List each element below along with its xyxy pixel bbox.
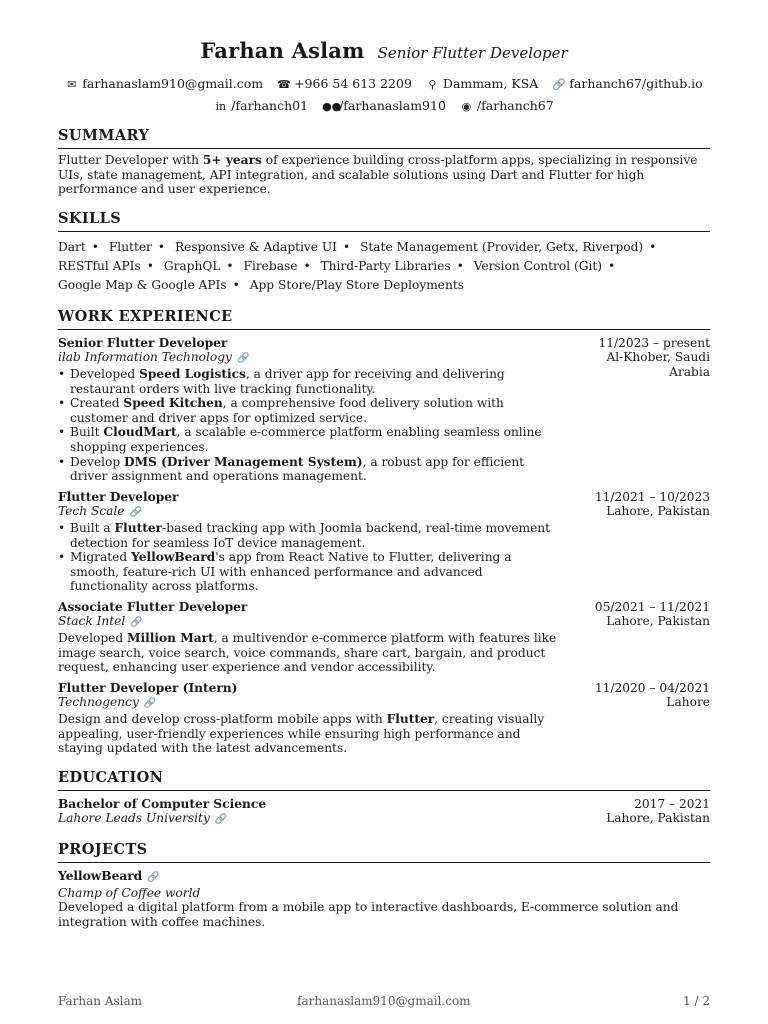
- education-entry: [58, 797, 710, 828]
- phone-icon: ☎: [277, 78, 291, 91]
- school: Lahore Leads University 🔗: [58, 811, 228, 826]
- bullet-separator: •: [157, 239, 166, 254]
- contact-text: farhanaslam910@gmail.com: [82, 76, 264, 91]
- contact-item[interactable]: [214, 97, 308, 116]
- footer-email: farhanaslam910@gmail.com: [297, 994, 471, 1008]
- project-description: Developed a digital platform from a mobile app to interactive dashboards, E-commerce solution and integration with coffee machines.: [58, 900, 679, 929]
- link-icon[interactable]: 🔗: [214, 814, 228, 826]
- company-name: ilab Information Technology 🔗: [58, 350, 250, 365]
- skill-item: Firebase: [243, 258, 298, 273]
- contact-item[interactable]: [322, 97, 446, 116]
- contact-text: Dammam, KSA: [442, 76, 539, 91]
- summary-section: [58, 126, 710, 197]
- job-bullet: • Migrated YellowBeard's app from React Native to Flutter, delivering a smooth, feature-rich UI with enhanced performance and advanced functionality across platforms.: [70, 550, 563, 594]
- skill-item: State Management (Provider, Getx, Riverpod): [360, 239, 644, 254]
- skill-item: Google Map & Google APIs: [58, 277, 227, 292]
- project-name: YellowBeard 🔗: [58, 869, 160, 883]
- job-bullet: • Built CloudMart, a scalable e-commerce platform enabling seamless online shopping experiences.: [70, 425, 563, 454]
- contact-text: +966 54 613 2209: [294, 76, 412, 91]
- job-title: Senior Flutter Developer: [58, 335, 228, 350]
- bullet-separator: •: [91, 239, 99, 254]
- job-entry: [58, 600, 710, 675]
- contact-item[interactable]: [277, 75, 412, 94]
- link-icon: 🔗: [552, 78, 566, 91]
- education-section: [58, 768, 710, 828]
- contact-text: /farhanaslam910: [339, 98, 446, 113]
- summary-heading: SUMMARY: [58, 126, 710, 149]
- name-line: [58, 34, 710, 70]
- degree: Bachelor of Computer Science: [58, 796, 267, 811]
- job-entry: [58, 681, 710, 756]
- skill-item: Responsive & Adaptive UI: [174, 239, 337, 254]
- job-bullet: • Built a Flutter-based tracking app with Joomla backend, real-time movement detection for seamless IoT device management.: [70, 521, 563, 550]
- company-name: Tech Scale 🔗: [58, 504, 142, 519]
- education-date: 2017 – 2021: [634, 796, 710, 811]
- job-entry: [58, 490, 710, 594]
- contact-text: /farhanch67: [476, 98, 554, 113]
- github-icon: ◉: [461, 100, 472, 113]
- experience-heading: WORK EXPERIENCE: [58, 307, 710, 330]
- company-name: Technogency 🔗: [58, 695, 157, 710]
- job-location: Lahore, Pakistan: [606, 614, 710, 629]
- job-location: Al-Khober, Saudi Arabia: [606, 350, 710, 379]
- footer-page-number: 1 / 2: [683, 994, 710, 1008]
- job-entry: [58, 336, 710, 484]
- bullet-separator: •: [226, 258, 234, 273]
- job-dates: 11/2020 – 04/2021: [594, 680, 710, 695]
- job-title: Associate Flutter Developer: [58, 599, 248, 614]
- link-icon[interactable]: 🔗: [129, 507, 142, 519]
- education-location: Lahore, Pakistan: [606, 811, 710, 826]
- skill-item: RESTful APIs: [58, 258, 141, 273]
- contact-item[interactable]: [426, 75, 538, 94]
- link-icon[interactable]: 🔗: [130, 617, 143, 629]
- bullet-separator: •: [232, 277, 240, 292]
- contact-row-1: [58, 75, 710, 94]
- job-title: Flutter Developer: [58, 489, 179, 504]
- summary-text: Flutter Developer with 5+ years of experience building cross-platform apps, specializing in responsive UIs, state management, API integration, and scalable solutions using Dart and Flutter for high performance and user experience.: [58, 153, 698, 197]
- project-entry: [58, 869, 710, 929]
- skills-section: [58, 209, 710, 295]
- contact-item[interactable]: [460, 97, 554, 116]
- experience-section: [58, 307, 710, 756]
- candidate-headline: Senior Flutter Developer: [377, 44, 568, 62]
- education-heading: EDUCATION: [58, 768, 710, 791]
- job-bullet: • Develop DMS (Driver Management System), a robust app for efficient driver assignment and operations management.: [70, 455, 563, 484]
- job-title: Flutter Developer (Intern): [58, 680, 238, 695]
- skill-item: Dart: [58, 239, 86, 254]
- skill-item: App Store/Play Store Deployments: [249, 277, 464, 292]
- job-dates: 11/2021 – 10/2023: [594, 489, 710, 504]
- resume-page: [58, 34, 710, 929]
- location-pin-icon: ⚲: [428, 78, 437, 91]
- job-description: Developed Million Mart, a multivendor e-commerce platform with features like image search, voice search, voice commands, share cart, bargain, and product request, enhancing user experience and vendor accessibility.: [58, 631, 557, 675]
- projects-section: [58, 840, 710, 929]
- job-location: Lahore: [666, 695, 710, 710]
- job-bullets: [58, 521, 563, 594]
- medium-icon: ●●: [322, 100, 342, 113]
- skills-heading: SKILLS: [58, 209, 710, 232]
- bullet-separator: •: [608, 258, 616, 273]
- envelope-icon: ✉: [67, 78, 77, 91]
- bullet-separator: •: [342, 239, 351, 254]
- skill-item: Version Control (Git): [473, 258, 603, 273]
- link-icon[interactable]: 🔗: [143, 698, 157, 710]
- skill-item: Flutter: [108, 239, 152, 254]
- contact-text: /farhanch01: [231, 98, 309, 113]
- link-icon[interactable]: 🔗: [236, 353, 250, 365]
- linkedin-icon: in: [215, 100, 227, 113]
- contact-item[interactable]: [552, 75, 702, 94]
- job-bullet: • Created Speed Kitchen, a comprehensive food delivery solution with customer and driver apps for optimized service.: [70, 396, 563, 425]
- company-name: Stack Intel 🔗: [58, 614, 143, 629]
- job-dates: 05/2021 – 11/2021: [594, 599, 710, 614]
- bullet-separator: •: [456, 258, 464, 273]
- skill-item: GraphQL: [163, 258, 221, 273]
- bullet-separator: •: [649, 239, 657, 254]
- contact-item[interactable]: [65, 75, 263, 94]
- skill-item: Third-Party Libraries: [320, 258, 451, 273]
- bullet-separator: •: [303, 258, 311, 273]
- resume-header: [58, 34, 710, 116]
- bullet-separator: •: [146, 258, 154, 273]
- link-icon[interactable]: 🔗: [147, 872, 160, 883]
- footer-name: Farhan Aslam: [58, 994, 143, 1008]
- job-bullets: [58, 367, 563, 484]
- contact-text: farhanch67/github.io: [569, 76, 703, 91]
- job-bullet: • Developed Speed Logistics, a driver app for receiving and delivering restaurant orders with live tracking functionality.: [70, 367, 563, 396]
- job-location: Lahore, Pakistan: [606, 504, 710, 519]
- contact-row-2: [58, 97, 710, 116]
- project-client: Champ of Coffee world: [58, 885, 201, 900]
- skills-list: [58, 238, 710, 295]
- job-dates: 11/2023 – present: [598, 335, 710, 350]
- projects-heading: PROJECTS: [58, 840, 710, 863]
- candidate-name: Farhan Aslam: [200, 38, 365, 63]
- experience-list: [58, 336, 710, 756]
- job-description: Design and develop cross-platform mobile apps with Flutter, creating visually appealing, user-friendly experiences while ensuring high performance and staying updated with the latest advancements.: [58, 712, 545, 756]
